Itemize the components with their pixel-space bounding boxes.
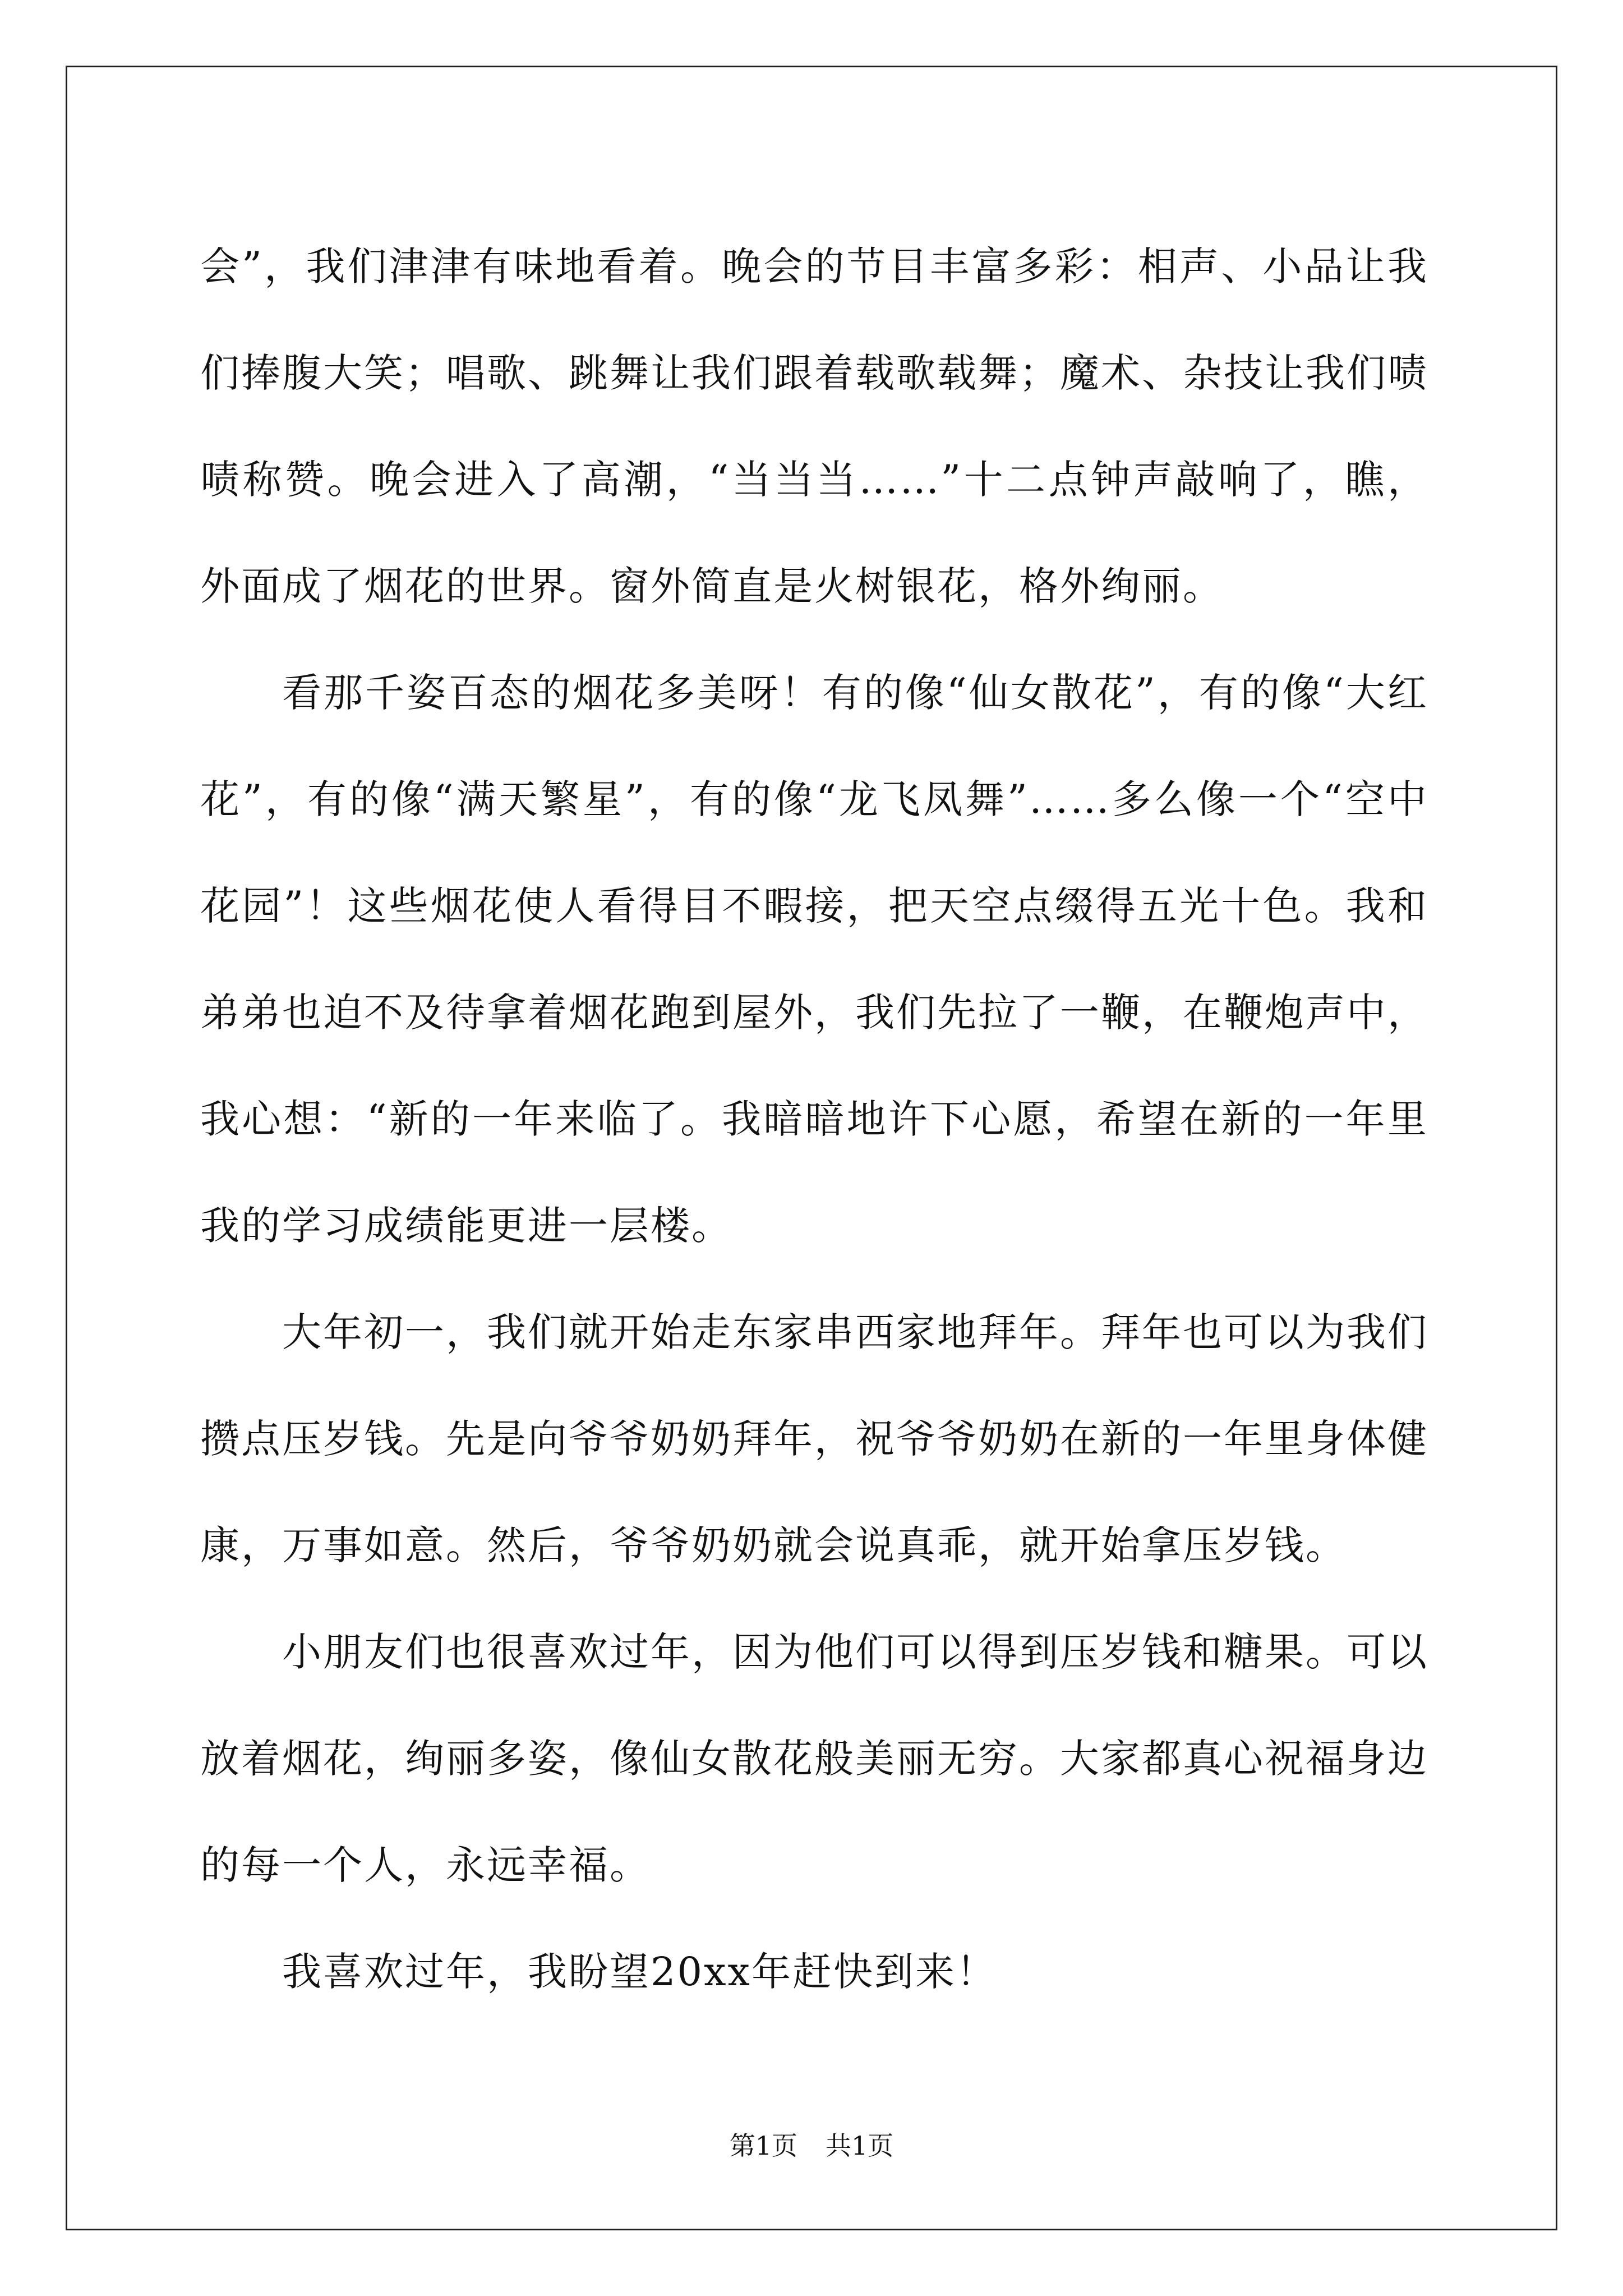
page-footer bbox=[0, 2129, 1623, 2162]
paragraph-4: 小朋友们也很喜欢过年，因为他们可以得到压岁钱和糖果。可以放着烟花，绚丽多姿，像仙女散花般美丽无穷。大家都真心祝福身边的每一个人，永远幸福。 bbox=[200, 1629, 1428, 1888]
page-number-current: 第1页 bbox=[729, 2131, 797, 2161]
page-number-total: 共1页 bbox=[826, 2131, 894, 2161]
paragraph-2: 看那千姿百态的烟花多美呀！有的像“仙女散花”，有的像“大红花”，有的像“满天繁星”，有的像“龙飞凤舞”……多么像一个“空中花园”！这些烟花使人看得目不暇接，把天空点缀得五光十色。我和弟弟也迫不及待拿着烟花跑到屋外，我们先拉了一鞭，在鞭炮声中，我心想：“新的一年来临了。我暗暗地许下心愿，希望在新的一年里我的学习成绩能更进一层楼。 bbox=[200, 670, 1428, 1249]
paragraph-3: 大年初一，我们就开始走东家串西家地拜年。拜年也可以为我们攒点压岁钱。先是向爷爷奶奶拜年，祝爷爷奶奶在新的一年里身体健康，万事如意。然后，爷爷奶奶就会说真乖，就开始拿压岁钱。 bbox=[200, 1309, 1428, 1568]
document-body bbox=[200, 213, 1428, 2025]
paragraph-5: 我喜欢过年，我盼望20xx年赶快到来！ bbox=[282, 1949, 998, 1995]
paragraph-1: 会”，我们津津有味地看着。晚会的节目丰富多彩：相声、小品让我们捧腹大笑；唱歌、跳舞让我们跟着载歌载舞；魔术、杂技让我们啧啧称赞。晚会进入了高潮，“当当当……”十二点钟声敲响了，瞧，外面成了烟花的世界。窗外简直是火树银花，格外绚丽。 bbox=[200, 243, 1428, 609]
